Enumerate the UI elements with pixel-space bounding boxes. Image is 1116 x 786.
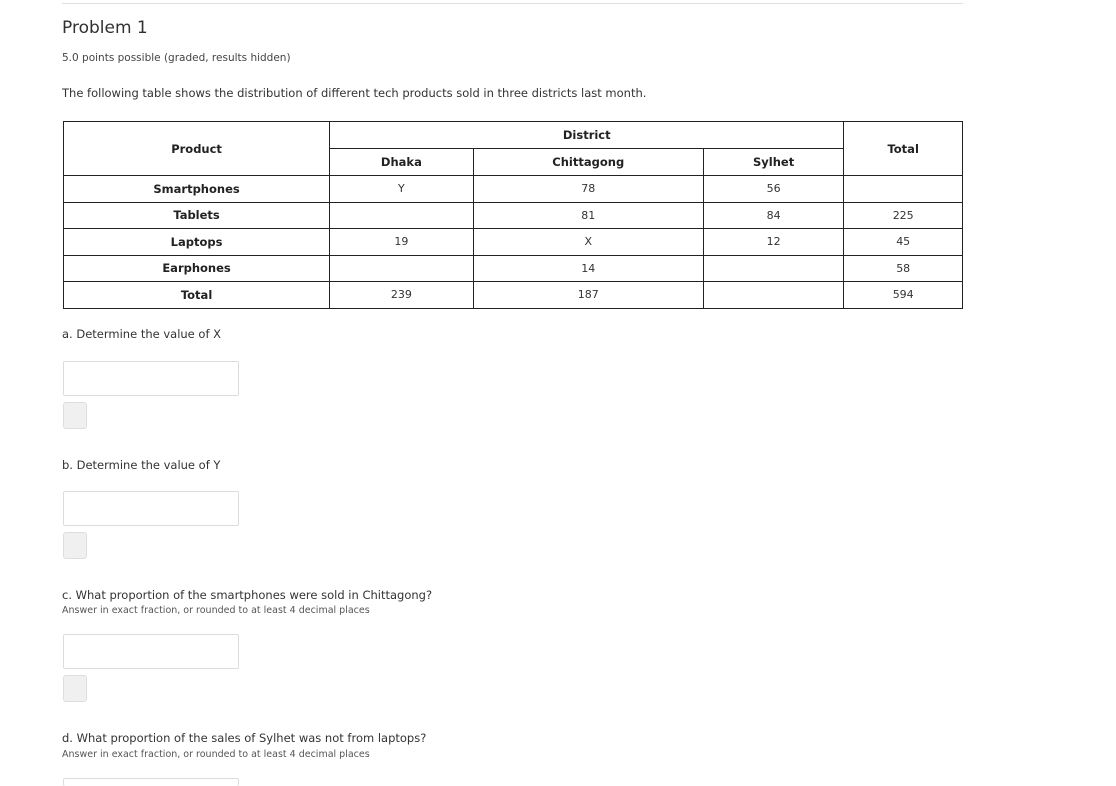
top-divider <box>62 3 963 4</box>
cell-dhaka: Y <box>330 176 474 203</box>
table-row <box>64 202 963 229</box>
cell-sylhet <box>703 282 844 309</box>
header-dhaka: Dhaka <box>330 149 474 176</box>
cell-dhaka: 239 <box>330 282 474 309</box>
cell-total <box>844 176 963 203</box>
table-header-row <box>64 122 963 149</box>
answer-c-input[interactable] <box>63 634 239 669</box>
cell-dhaka <box>330 202 474 229</box>
answer-c-status-button[interactable] <box>63 675 87 702</box>
answer-b-input[interactable] <box>63 491 239 526</box>
answer-d-input[interactable] <box>63 778 239 786</box>
row-label: Smartphones <box>64 176 330 203</box>
question-a-text: a. Determine the value of X <box>62 327 222 341</box>
question-b-text: b. Determine the value of Y <box>62 458 221 472</box>
question-d-text: d. What proportion of the sales of Sylhet was not from laptops? <box>62 731 427 745</box>
cell-dhaka: 19 <box>330 229 474 256</box>
row-label: Total <box>64 282 330 309</box>
problem-intro: The following table shows the distribution of different tech products sold in three districts last month. <box>62 86 647 100</box>
row-label: Laptops <box>64 229 330 256</box>
question-d-hint: Answer in exact fraction, or rounded to at least 4 decimal places <box>62 749 370 760</box>
question-c-hint: Answer in exact fraction, or rounded to at least 4 decimal places <box>62 605 370 616</box>
cell-chittagong: 81 <box>473 202 703 229</box>
cell-chittagong: 14 <box>473 255 703 282</box>
answer-a-status-button[interactable] <box>63 402 87 429</box>
cell-total: 58 <box>844 255 963 282</box>
header-sylhet: Sylhet <box>703 149 844 176</box>
header-product: Product <box>64 122 330 176</box>
answer-b-status-button[interactable] <box>63 532 87 559</box>
answer-a-input[interactable] <box>63 361 239 396</box>
problem-title: Problem 1 <box>62 18 148 38</box>
cell-sylhet <box>703 255 844 282</box>
cell-total: 594 <box>844 282 963 309</box>
header-district: District <box>330 122 844 149</box>
cell-chittagong: 187 <box>473 282 703 309</box>
cell-total: 225 <box>844 202 963 229</box>
question-c-text: c. What proportion of the smartphones were sold in Chittagong? <box>62 588 433 602</box>
cell-sylhet: 12 <box>703 229 844 256</box>
table-row <box>64 255 963 282</box>
cell-chittagong: X <box>473 229 703 256</box>
points-info: 5.0 points possible (graded, results hidden) <box>62 52 291 64</box>
cell-sylhet: 84 <box>703 202 844 229</box>
row-label: Tablets <box>64 202 330 229</box>
sales-table <box>63 121 963 309</box>
cell-total: 45 <box>844 229 963 256</box>
cell-chittagong: 78 <box>473 176 703 203</box>
table-row <box>64 282 963 309</box>
cell-dhaka <box>330 255 474 282</box>
header-chittagong: Chittagong <box>473 149 703 176</box>
cell-sylhet: 56 <box>703 176 844 203</box>
header-total: Total <box>844 122 963 176</box>
table-row <box>64 176 963 203</box>
table-row <box>64 229 963 256</box>
row-label: Earphones <box>64 255 330 282</box>
